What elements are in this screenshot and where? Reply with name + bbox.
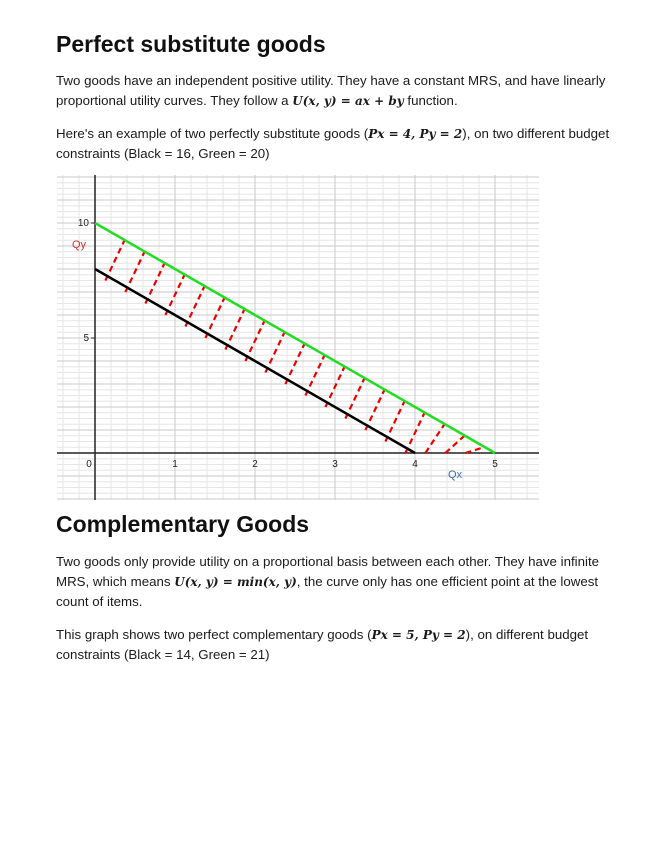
shaded-region: [105, 240, 484, 453]
substitute-example: [56, 124, 616, 164]
hatch-line: [445, 436, 464, 453]
complementary-example: [56, 625, 616, 665]
text-run: ), on different budget constraints (Black = 14, Green = 21): [56, 627, 589, 662]
x-tick-label: 3: [332, 459, 338, 470]
section-title-complementary: Complementary Goods: [56, 511, 310, 537]
hatch-line: [425, 424, 444, 453]
price-formula: Px = 4, Py = 2: [368, 127, 463, 141]
utility-formula: U(x, y) = ax + by: [292, 94, 404, 108]
price-formula: Px = 5, Py = 2: [371, 628, 466, 642]
y-tick-label: 10: [77, 218, 89, 229]
min-utility-formula: U(x, y) = min(x, y): [174, 575, 297, 589]
hatch-line: [465, 447, 484, 453]
y-tick-label: 5: [83, 333, 89, 344]
x-tick-label: 4: [412, 459, 418, 470]
complementary-description: [56, 552, 616, 612]
x-tick-label: 5: [492, 459, 498, 470]
budget-constraint-chart: [45, 175, 545, 500]
x-axis-label: Qx: [447, 469, 463, 481]
text-run: function.: [403, 93, 458, 108]
text-run: Two goods have an independent positive utility. They have a constant MRS, and have linearly proportional utility curves. They follow a: [56, 73, 606, 108]
text-run: Two goods only provide utility on a proportional basis between each other. They have infinite MRS, which means: [56, 554, 600, 589]
grid-major: [57, 175, 539, 500]
section-title-substitute: Perfect substitute goods: [56, 31, 326, 57]
x-tick-label: 2: [252, 459, 258, 470]
substitute-description: [56, 71, 616, 111]
x-tick-label: 1: [172, 459, 178, 470]
y-axis-label: Qy: [71, 239, 87, 251]
text-run: , the curve only has one efficient point at the lowest count of items.: [56, 574, 599, 609]
x-tick-label: 0: [86, 459, 92, 470]
text-run: Here's an example of two perfectly substitute goods (: [56, 126, 369, 141]
text-run: This graph shows two perfect complementary goods (: [56, 627, 372, 642]
text-run: ), on two different budget constraints (Black = 16, Green = 20): [56, 126, 610, 161]
